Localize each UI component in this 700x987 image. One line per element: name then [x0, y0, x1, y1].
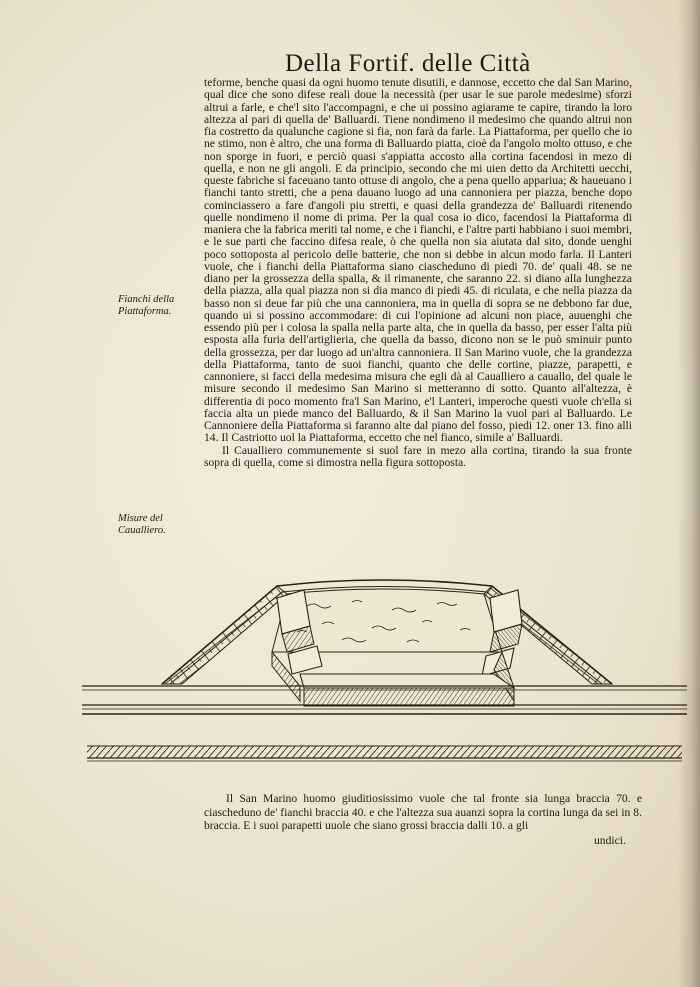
margin-note-misure: Misure del Caualliero. [118, 513, 166, 536]
body-text [204, 77, 632, 469]
caualliero-woodcut [82, 566, 687, 781]
running-header: Della Fortif. delle Città [285, 50, 531, 77]
paragraph-piattaforma: teforme, benche quasi da ogni huomo tenute disutili, e dannose, eccetto che dal San Marino, qual dice che sono difese reali doue la necessità (per usar le sue parole medesime) sforzi altrui a farle, e che'l sito l'accompagni, e che ui possino agiarame te capire, tirando la loro altezza al pari di quella de' Balluardi. Tiene nondimeno il medesimo che quando altrui non fia costretto da qualunche cagione si fia, non farà da farle. La Piattaforma, per quello che io ne stimo, non è altro, che una forma di Balluardo piatta, cioè da l'angolo molto ottuso, e che non sporge in fuori, e perciò quasi s'appiatta accosto alla cortina facendosi in mezo di quella, e non ne gli angoli. E da principio, secondo che mi uien detto da Architetti uecchi, queste fabriche si faceuano tanto ottuse di angolo, che a pena quello appariua; & haueuano i fianchi tanto stretti, che a pena dauano luogo ad una cannoniera per piazza, benche dopo cominciassero a fare d'angoli piu stretti, e quasi della grandezza de' Balluardi ritenendo quelle nondimeno il nome di prima. Per la qual cosa io dico, facendosi la Piattaforma di maniera che la fabrica meriti tal nome, e che i fianchi, e l'altre parti habbiano i suoi membri, e le sue parti che faccino difesa reale, ò che quella non sia aiutata dal sito, donde uenghi poco sottoposta al pericolo delle batterie, che non si debbe in alcun modo farla. Il Lanteri vuole, che i fianchi della Piattaforma siano ciascheduno di piedi 70. de' quali 48. se ne diano per la grossezza della spalla, & il rimanente, che saranno 22. si diano alla lunghezza della piazza, alla qual piazza non si dia manco di piedi 45. di riculata, e che nella piazza da basso non si deue far più che una cannoniera, ma in quella di sopra se ne debbono far due, quando ui si possino accommodare: di cui l'opinione ad alcuni non piace, auuenghi che essendo più per i colosa la spalla nella parte alta, che in quella da basso, per esser l'alta più esposta alla furia dell'artiglieria, che quella da basso, dicono non se le può sminuir punto della grossezza, per dar luogo ad un'altra cannoniera. Il San Marino vuole, che la grandezza della Piattaforma, tanto de suoi fianchi, quanto che delle cortine, piazze, parapetti, e cannoniere, si facci della medesima misura che egli dà al Caualliero a cauallo, del quale le misure secondo il medesimo San Marino si metteranno di sotto. Quanto all'altezza, è differentia di poco momento fra'l San Marino, e'l Lanteri, imperoche questi vuole ch'ella si faccia alta un piede manco del Balluardo, & il San Marino la vuol pari al Balluardo. Le Cannoniere della Piattaforma si faranno alte dal piano del fosso, piedi 12. oner 13. fino alli 14. Il Castriotto uol la Piattaforma, eccetto che nel fianco, simile a' Balluardi. [204, 76, 632, 445]
paragraph-caualliero: Il Caualliero communemente si suol fare in mezo alla cortina, tirando la sua fronte sopra di quella, come si dimostra nella figura sottoposta. [204, 443, 632, 469]
figure-caption: Il San Marino huomo giuditiosissimo vuole che tal fronte sia lunga braccia 70. e ciascheduno de' fianchi braccia 40. e che l'altezza sua auanzi sopra la cortina lunga da sei in 8. braccia. E i suoi parapetti uuole che siano grossi braccia dalli 10. a gli [204, 792, 642, 833]
caption-end-word: undici. [594, 834, 626, 847]
page-edge-shadow [678, 0, 700, 987]
margin-note-fianchi: Fianchi della Piattaforma. [118, 294, 175, 317]
